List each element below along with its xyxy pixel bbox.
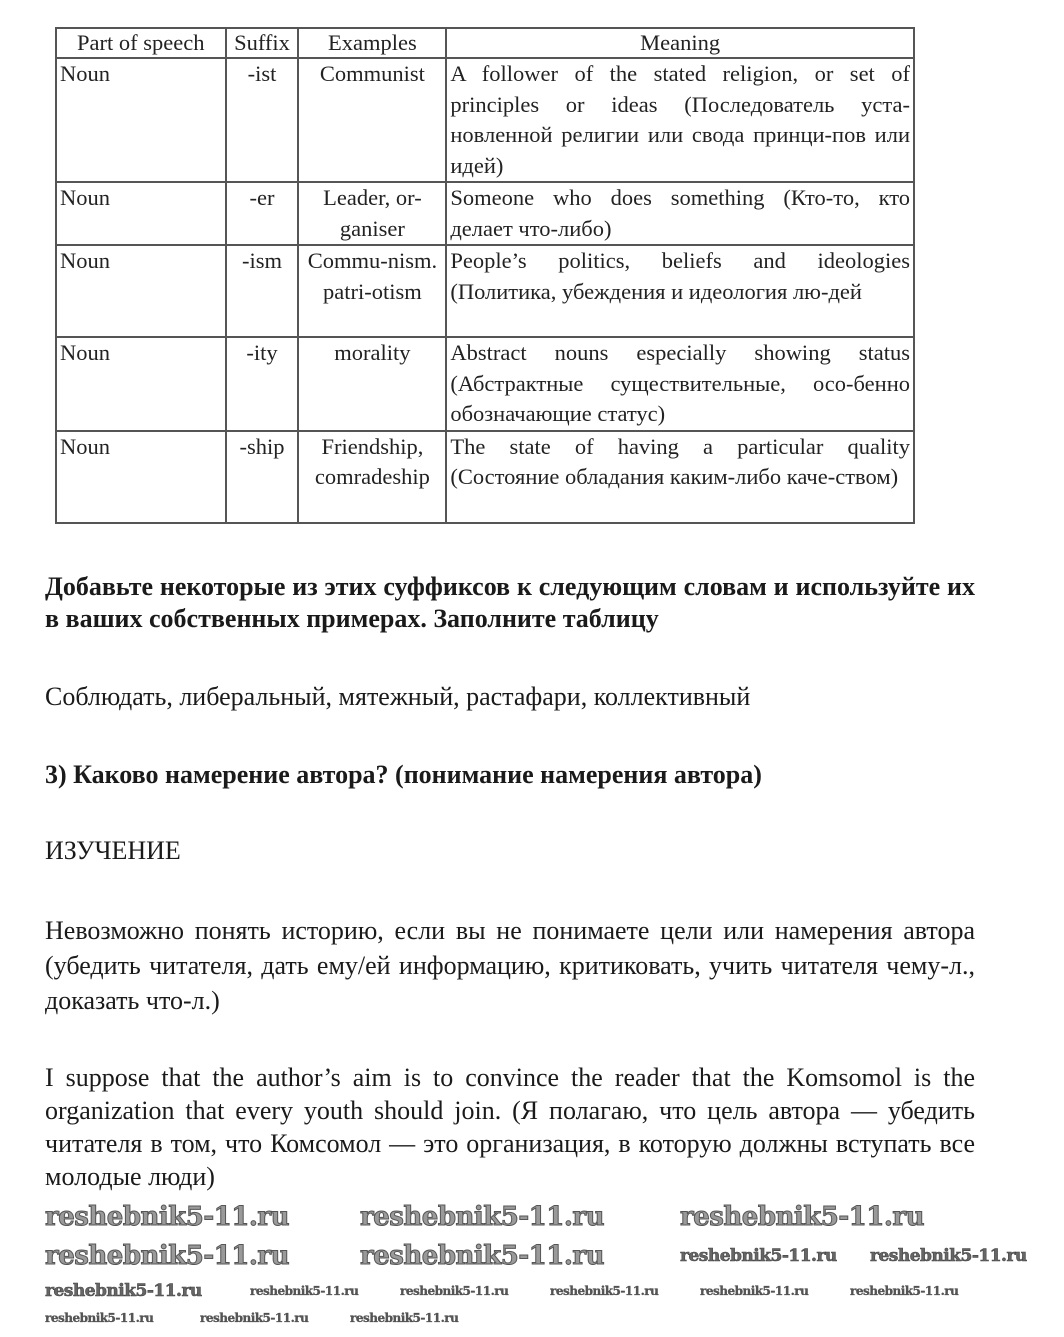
paragraph-answer: I suppose that the author’s aim is to convince the reader that the Komsomol is the organization that every youth should join. (Я полагаю, что цель автора — убедить читателя в том, что Комсомол — это организация, в которую должны вступать все молодые люди) — [45, 1063, 975, 1191]
paragraph-explanation: Невозможно понять историю, если вы не понимаете цели или намерения автора (убедить читателя, дать ему/ей информацию, критиковать, учить читателя чему-л., доказать что-л.) — [45, 916, 975, 1015]
cell-meaning: Someone who does something (Кто-то, кто делает что-либо) — [446, 182, 914, 245]
table-row — [56, 337, 914, 431]
cell-suffix: -ity — [226, 337, 299, 431]
cell-part: Noun — [56, 431, 226, 523]
cell-meaning: The state of having a particular quality (Состояние обладания каким-либо каче-ством) — [446, 431, 914, 523]
watermark: reshebnik5-11.ru — [350, 1311, 459, 1325]
cell-meaning: People’s politics, beliefs and ideologies (Политика, убеждения и идеология лю-дей — [446, 245, 914, 337]
watermark: reshebnik5-11.ru — [45, 1281, 202, 1301]
cell-part: Noun — [56, 182, 226, 245]
cell-meaning: Abstract nouns especially showing status (Абстрактные существительные, осо-бенно обозначающие статус) — [446, 337, 914, 431]
cell-examples: Communist — [298, 58, 446, 182]
watermark: reshebnik5-11.ru — [45, 1311, 154, 1325]
cell-part: Noun — [56, 337, 226, 431]
table-row — [56, 245, 914, 337]
watermark: reshebnik5-11.ru — [550, 1284, 659, 1298]
task-instruction: Добавьте некоторые из этих суффиксов к следующим словам и используйте их в ваших собственных примерах. Заполните таблицу — [45, 572, 975, 633]
table-row — [56, 58, 914, 182]
table-row — [56, 182, 914, 245]
cell-examples: Leader, or-ganiser — [298, 182, 446, 245]
cell-meaning: A follower of the stated religion, or set of principles or ideas (Последователь уста-новленной религии или свода принци-пов или идей) — [446, 58, 914, 182]
header-examples: Examples — [298, 28, 446, 58]
cell-suffix: -ism — [226, 245, 299, 337]
cell-examples: Commu-nism. patri-otism — [298, 245, 446, 337]
cell-suffix: -er — [226, 182, 299, 245]
cell-examples: morality — [298, 337, 446, 431]
cell-suffix: -ist — [226, 58, 299, 182]
watermark: reshebnik5-11.ru — [360, 1202, 605, 1232]
section-heading: ИЗУЧЕНИЕ — [45, 836, 181, 865]
watermark: reshebnik5-11.ru — [45, 1202, 290, 1232]
cell-part: Noun — [56, 58, 226, 182]
header-suffix: Suffix — [226, 28, 299, 58]
suffix-table — [55, 27, 915, 524]
cell-suffix: -ship — [226, 431, 299, 523]
word-list: Соблюдать, либеральный, мятежный, растафари, коллективный — [45, 682, 751, 711]
watermark: reshebnik5-11.ru — [850, 1284, 959, 1298]
cell-examples: Friendship, comradeship — [298, 431, 446, 523]
watermark: reshebnik5-11.ru — [700, 1284, 809, 1298]
watermark: reshebnik5-11.ru — [400, 1284, 509, 1298]
watermark: reshebnik5-11.ru — [680, 1202, 925, 1232]
question-heading: 3) Каково намерение автора? (понимание намерения автора) — [45, 760, 762, 789]
watermark: reshebnik5-11.ru — [200, 1311, 309, 1325]
watermark: reshebnik5-11.ru — [680, 1246, 837, 1266]
cell-part: Noun — [56, 245, 226, 337]
header-part: Part of speech — [56, 28, 226, 58]
watermark: reshebnik5-11.ru — [870, 1246, 1027, 1266]
header-meaning: Meaning — [446, 28, 914, 58]
watermark: reshebnik5-11.ru — [360, 1241, 605, 1271]
table-row — [56, 431, 914, 523]
table-header-row — [56, 28, 914, 58]
watermark: reshebnik5-11.ru — [45, 1241, 290, 1271]
watermark: reshebnik5-11.ru — [250, 1284, 359, 1298]
